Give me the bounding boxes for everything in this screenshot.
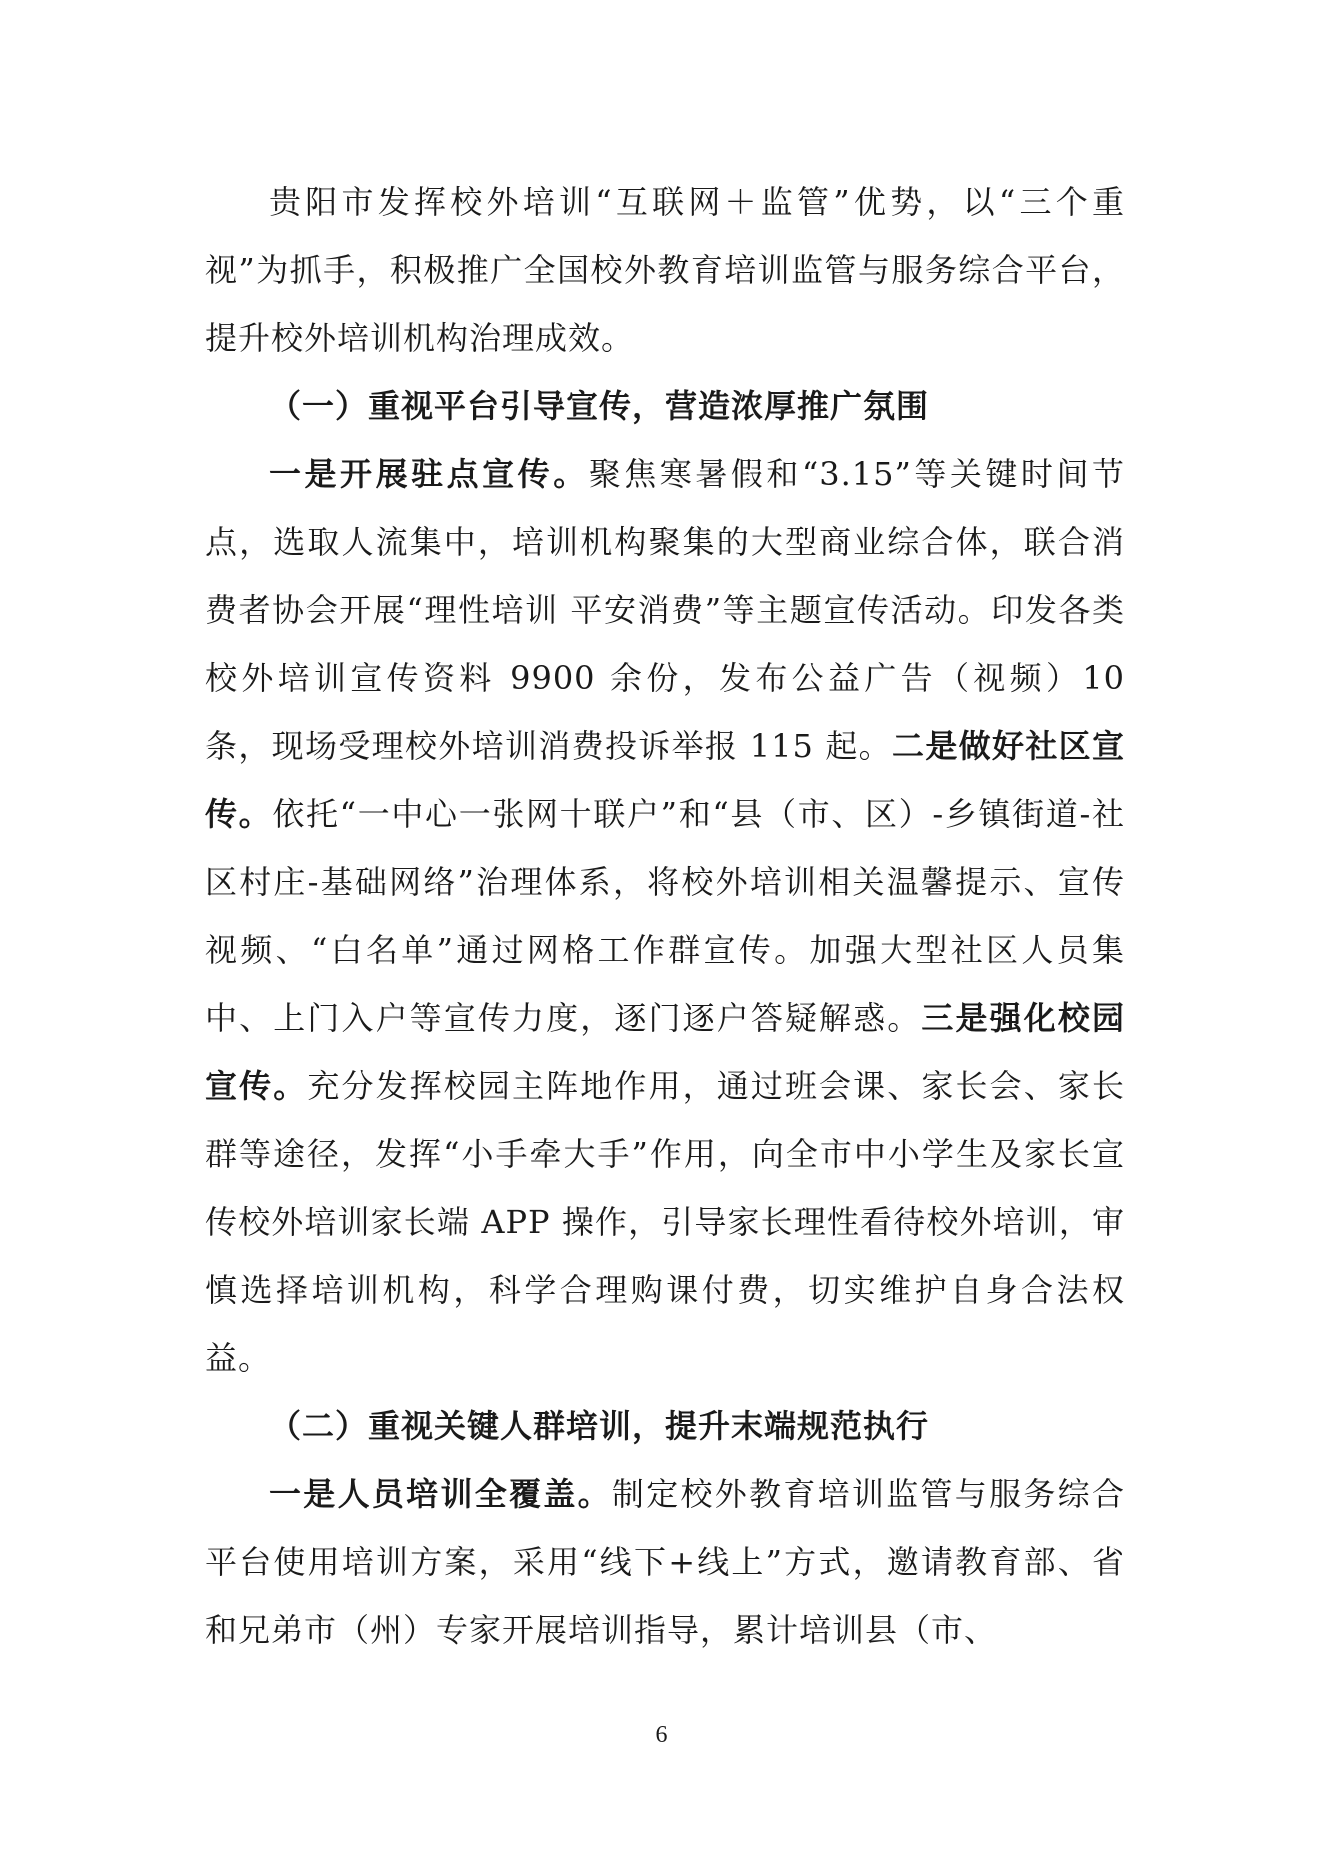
section-2-text-1: 制定校外教育培训监管与服务综合平台使用培训方案，采用“线下+线上”方式，邀请教育部、省和兄弟市（州）专家开展培训指导，累计培训县（市、 <box>205 1475 1125 1649</box>
intro-paragraph: 贵阳市发挥校外培训“互联网＋监管”优势，以“三个重视”为抓手，积极推广全国校外教育培训监管与服务综合平台，提升校外培训机构治理成效。 <box>205 183 1125 357</box>
section-1-lead-1: 一是开展驻点宣传。 <box>269 455 589 493</box>
section-1-paragraph <box>205 440 1125 1392</box>
section-1-lead-3: 三是强化校园宣传。 <box>205 999 1125 1105</box>
document-body <box>205 168 1125 1664</box>
section-1-lead-2: 二是做好社区宣传。 <box>205 727 1125 833</box>
section-1-text-3: 充分发挥校园主阵地作用，通过班会课、家长会、家长群等途径，发挥“小手牵大手”作用，向全市中小学生及家长宣传校外培训家长端 APP 操作，引导家长理性看待校外培训，审慎选择培训机构，科学合理购课付费，切实维护自身合法权益。 <box>205 1067 1125 1377</box>
page-number: 6 <box>655 1722 668 1748</box>
section-1-text-2: 依托“一中心一张网十联户”和“县（市、区）-乡镇街道-社区村庄-基础网络”治理体系，将校外培训相关温馨提示、宣传视频、“白名单”通过网格工作群宣传。加强大型社区人员集中、上门入户等宣传力度，逐门逐户答疑解惑。 <box>205 795 1125 1037</box>
section-2-paragraph <box>205 1460 1125 1664</box>
section-1-text-1: 聚焦寒暑假和“3.15”等关键时间节点，选取人流集中，培训机构聚集的大型商业综合体，联合消费者协会开展“理性培训 平安消费”等主题宣传活动。印发各类校外培训宣传资料 9900 余份，发布公益广告（视频）10 条，现场受理校外培训消费投诉举报 115 起。 <box>205 455 1125 765</box>
section-2-lead-1: 一是人员培训全覆盖。 <box>269 1475 612 1513</box>
section-1-heading: （一）重视平台引导宣传，营造浓厚推广氛围 <box>269 387 930 425</box>
section-2-heading: （二）重视关键人群培训，提升末端规范执行 <box>269 1407 930 1445</box>
